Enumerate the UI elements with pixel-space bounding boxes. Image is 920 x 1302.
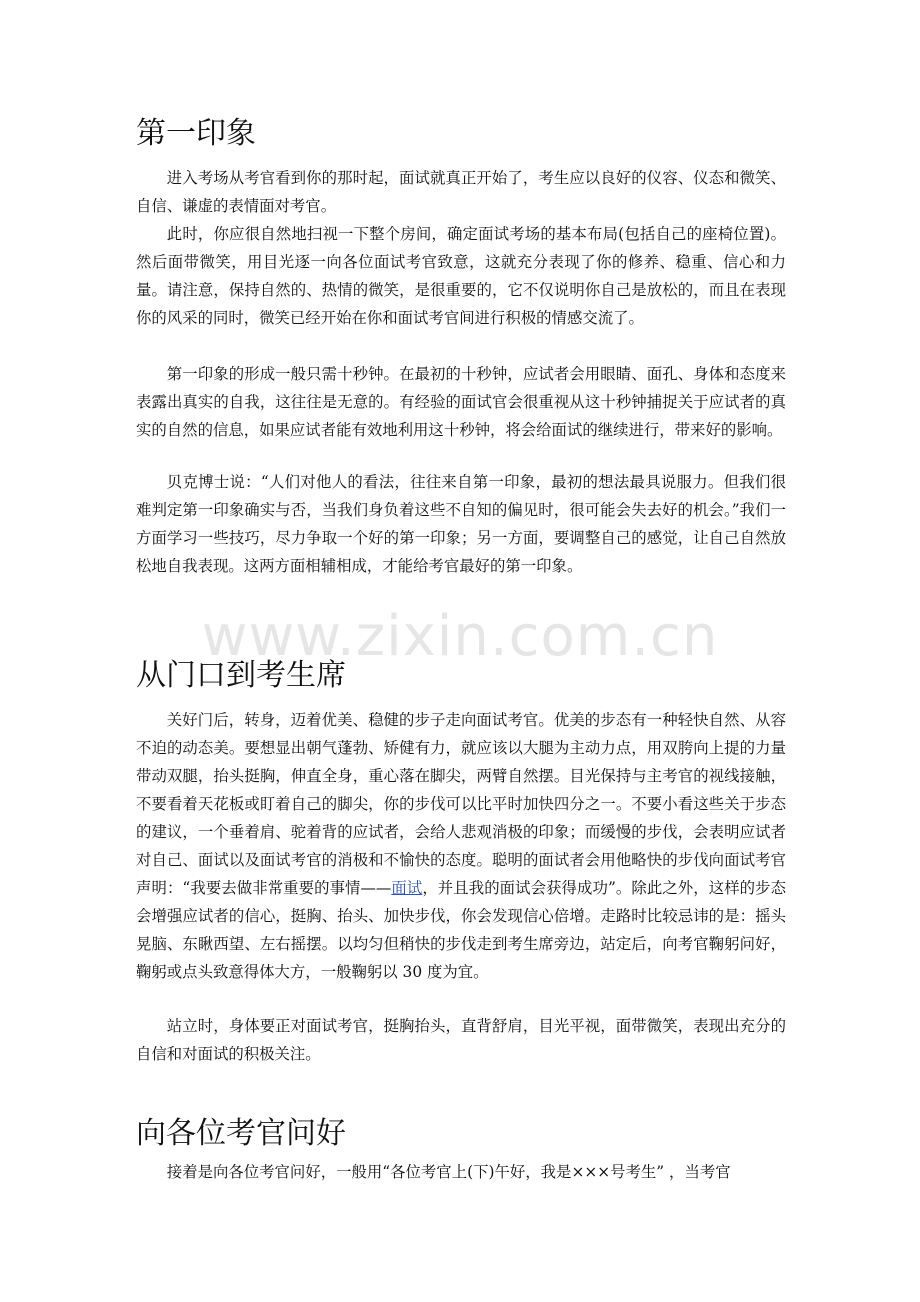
paragraph: 第一印象的形成一般只需十秒钟。在最初的十秒钟，应试者会用眼睛、面孔、身体和态度来表露出真实的自我，这往往是无意的。有经验的面试官会很重视从这十秒钟捕捉关于应试者的真实的自然的信息，如果应试者能有效地利用这十秒钟，将会给面试的继续进行，带来好的影响。 <box>136 365 786 439</box>
paragraph: 此时，你应很自然地扫视一下整个房间，确定面试考场的基本布局(包括自己的座椅位置)。然后面带微笑，用目光逐一向各位面试考官致意，这就充分表现了你的修养、稳重、信心和力量。请注意，保持自然的、热情的微笑，是很重要的，它不仅说明你自己是放松的，而且在表现你的风采的同时，微笑已经开始在你和面试考官间进行积极的情感交流了。 <box>136 225 786 327</box>
paragraph: 贝克博士说：“人们对他人的看法，往往来自第一印象，最初的想法最具说服力。但我们很难判定第一印象确实与否，当我们身负着这些不自知的偏见时，很可能会失去好的机会。”我们一方面学习一些技巧，尽力争取一个好的第一印象；另一方面，要调整自己的感觉，让自己自然放松地自我表现。这两方面相辅相成，才能给考官最好的第一印象。 <box>136 473 786 575</box>
paragraph: 站立时，身体要正对面试考官，挺胸抬头，直背舒肩，目光平视，面带微笑，表现出充分的自信和对面试的积极关注。 <box>136 1017 786 1063</box>
paragraph: 接着是向各位考官问好，一般用“各位考官上(下)午好，我是×××号考生” ，当考官 <box>166 1163 731 1181</box>
section-heading-first-impression: 第一印象 <box>136 116 256 151</box>
section-heading-door-to-seat: 从门口到考生席 <box>136 658 346 693</box>
watermark: www.zixin.com.cn <box>201 604 719 669</box>
paragraph-text: ，并且我的面试会获得成功”。除此之外，这样的步态会增强应试者的信心，挺胸、抬头、加快步伐，你会发现信心倍增。走路时比较忌讳的是：摇头晃脑、东瞅西望、左右摇摆。以均匀但稍快的步伐走到考生席旁边，站定后，向考官鞠躬问好，鞠躬或点头致意得体大方，一般鞠躬以 30 度为宜。 <box>136 879 786 981</box>
section-heading-greeting: 向各位考官问好 <box>136 1116 346 1151</box>
interview-link[interactable]: 面试 <box>391 879 423 897</box>
paragraph-text: 关好门后，转身，迈着优美、稳健的步子走向面试考官。优美的步态有一种轻快自然、从容不迫的动态美。要想显出朝气蓬勃、矫健有力，就应该以大腿为主动力点，用双胯向上提的力量带动双腿，抬头挺胸，伸直全身，重心落在脚尖，两臂自然摆。目光保持与主考官的视线接触，不要看着天花板或盯着自己的脚尖，你的步伐可以比平时加快四分之一。不要小看这些关于步态的建议，一个垂着肩、驼着背的应试者，会给人悲观消极的印象；而缓慢的步伐，会表明应试者对自己、面试以及面试考官的消极和不愉快的态度。聪明的面试者会用他略快的步伐向面试考官声明：“我要去做非常重要的事情—— <box>136 711 786 897</box>
paragraph <box>136 706 786 986</box>
paragraph: 进入考场从考官看到你的那时起，面试就真正开始了，考生应以良好的仪容、仪态和微笑、自信、谦虚的表情面对考官。 <box>136 169 786 215</box>
